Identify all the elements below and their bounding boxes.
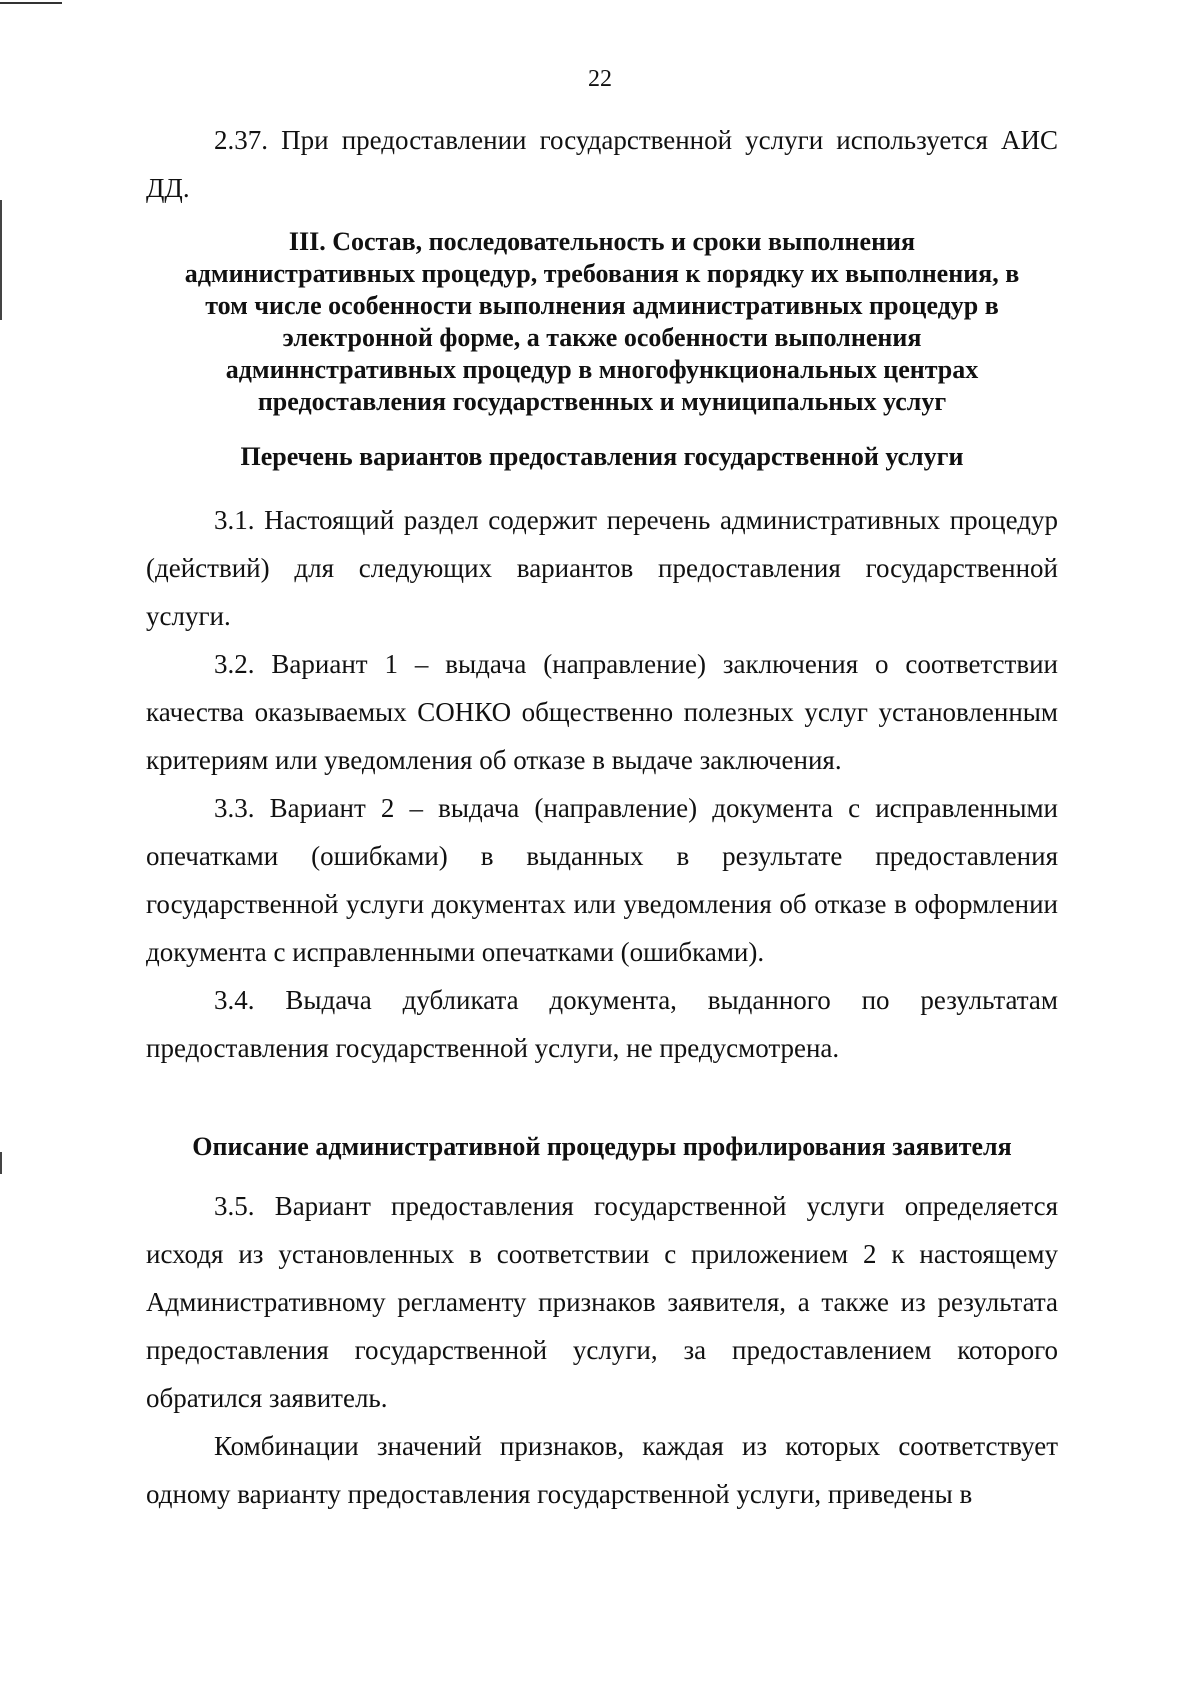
scan-edge-mark: [0, 1152, 2, 1174]
section-heading-line: предоставления государственных и муниципальных услуг: [257, 387, 947, 416]
section-heading-line: электронной форме, а также особенности выполнения: [282, 323, 922, 352]
subsection-heading-profiling: Описание административной процедуры профилирования заявителя: [192, 1132, 1012, 1161]
paragraph-2-37: 2.37. При предоставлении государственной услуги используется АИС ДД.: [146, 125, 1058, 203]
section-heading-line: III. Состав, последовательность и сроки выполнения: [288, 227, 916, 256]
paragraph-3-5: 3.5. Вариант предоставления государственной услуги определяется исходя из установленных в соответствии с приложением 2 к настоящему Административному регламенту признаков заявителя, а также из результата предоставления государственной услуги, за предоставлением которого обратился заявитель.: [146, 1191, 1058, 1413]
section-heading-line: том числе особенности выполнения административных процедур в: [205, 291, 999, 320]
page-number: 22: [588, 66, 612, 92]
paragraph-3-2: 3.2. Вариант 1 – выдача (направление) заключения о соответствии качества оказываемых СОНКО общественно полезных услуг установленным критериям или уведомления об отказе в выдаче заключения.: [146, 649, 1058, 775]
scan-edge-mark: [0, 200, 2, 320]
document-body: [146, 116, 1058, 1518]
subsection-heading-variants: Перечень вариантов предоставления государственной услуги: [240, 442, 964, 471]
paragraph-combinations: Комбинации значений признаков, каждая из которых соответствует одному варианту предоставления государственной услуги, приведены в: [146, 1431, 1058, 1509]
paragraph-3-3: 3.3. Вариант 2 – выдача (направление) документа с исправленными опечатками (ошибками) в выданных в результате предоставления государственной услуги документах или уведомления об отказе в оформлении документа с исправленными опечатками (ошибками).: [146, 793, 1058, 967]
section-heading: [146, 226, 1058, 418]
paragraph-3-4: 3.4. Выдача дубликата документа, выданного по результатам предоставления государственной услуги, не предусмотрена.: [146, 985, 1058, 1063]
section-heading-line: админнстративных процедур в многофункциональных центрах: [225, 355, 979, 384]
paragraph-3-1: 3.1. Настоящий раздел содержит перечень административных процедур (действий) для следующих вариантов предоставления государственной услуги.: [146, 505, 1058, 631]
section-heading-line: административных процедур, требования к порядку их выполнения, в: [184, 259, 1020, 288]
scan-edge-mark: [0, 2, 62, 4]
